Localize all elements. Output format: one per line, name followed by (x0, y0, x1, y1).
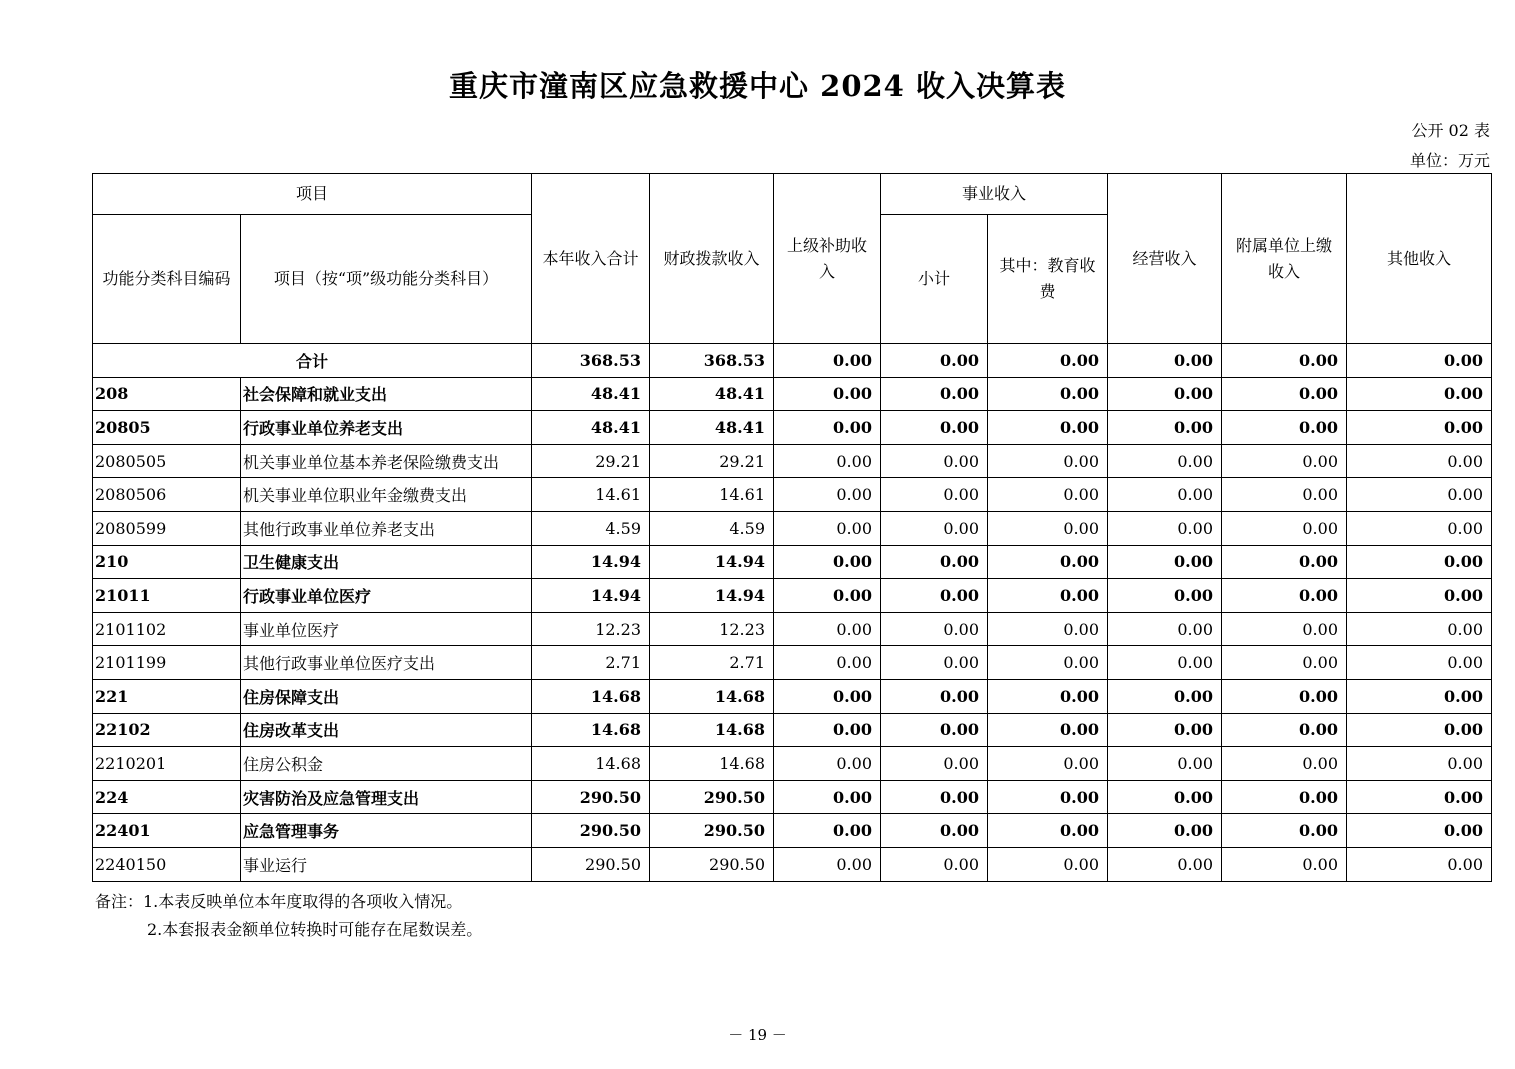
row-value: 0.00 (1222, 646, 1347, 680)
total-cell: 0.00 (1222, 344, 1347, 378)
row-name: 其他行政事业单位养老支出 (241, 511, 532, 545)
note-line-1: 备注：1.本表反映单位本年度取得的各项收入情况。 (95, 892, 463, 911)
row-name: 应急管理事务 (241, 814, 532, 848)
row-value: 0.00 (1108, 377, 1222, 411)
row-value: 0.00 (1222, 478, 1347, 512)
row-value: 0.00 (1222, 545, 1347, 579)
row-value: 290.50 (532, 780, 650, 814)
row-value: 0.00 (881, 511, 988, 545)
row-value: 290.50 (650, 847, 774, 881)
row-value: 0.00 (774, 780, 881, 814)
row-value: 14.61 (532, 478, 650, 512)
row-value: 0.00 (1108, 646, 1222, 680)
row-value: 0.00 (988, 444, 1108, 478)
row-value: 0.00 (1108, 478, 1222, 512)
row-value: 0.00 (1222, 444, 1347, 478)
table-row (93, 444, 1492, 478)
row-value: 0.00 (774, 847, 881, 881)
row-value: 290.50 (532, 814, 650, 848)
total-cell: 0.00 (1108, 344, 1222, 378)
row-value: 0.00 (1222, 713, 1347, 747)
row-code: 208 (93, 377, 241, 411)
row-name: 灾害防治及应急管理支出 (241, 780, 532, 814)
row-code: 2080506 (93, 478, 241, 512)
row-name: 住房公积金 (241, 747, 532, 781)
row-name: 行政事业单位医疗 (241, 579, 532, 613)
total-cell: 0.00 (774, 344, 881, 378)
row-value: 48.41 (650, 411, 774, 445)
row-value: 0.00 (1108, 511, 1222, 545)
row-value: 0.00 (1108, 814, 1222, 848)
row-value: 0.00 (1347, 646, 1492, 680)
row-value: 2.71 (650, 646, 774, 680)
row-value: 0.00 (1222, 747, 1347, 781)
row-value: 0.00 (1222, 780, 1347, 814)
row-value: 0.00 (988, 679, 1108, 713)
table-row (93, 814, 1492, 848)
row-value: 0.00 (774, 444, 881, 478)
row-value: 0.00 (774, 545, 881, 579)
header-superior: 上级补助收入 (774, 174, 881, 344)
row-value: 0.00 (988, 814, 1108, 848)
row-value: 14.94 (532, 579, 650, 613)
row-name: 住房改革支出 (241, 713, 532, 747)
row-value: 0.00 (881, 646, 988, 680)
row-value: 0.00 (774, 478, 881, 512)
total-cell: 0.00 (881, 344, 988, 378)
row-value: 0.00 (988, 545, 1108, 579)
row-value: 290.50 (650, 780, 774, 814)
row-code: 2240150 (93, 847, 241, 881)
row-value: 290.50 (650, 814, 774, 848)
row-value: 0.00 (1347, 579, 1492, 613)
row-value: 0.00 (774, 646, 881, 680)
row-value: 48.41 (650, 377, 774, 411)
row-value: 0.00 (1347, 511, 1492, 545)
total-cell: 0.00 (988, 344, 1108, 378)
row-value: 0.00 (1108, 679, 1222, 713)
row-value: 0.00 (881, 814, 988, 848)
row-value: 0.00 (1222, 511, 1347, 545)
row-code: 2101199 (93, 646, 241, 680)
row-name: 住房保障支出 (241, 679, 532, 713)
row-value: 0.00 (774, 814, 881, 848)
table-row (93, 377, 1492, 411)
row-value: 0.00 (881, 612, 988, 646)
row-value: 0.00 (1347, 545, 1492, 579)
row-name: 事业运行 (241, 847, 532, 881)
row-value: 29.21 (532, 444, 650, 478)
header-project: 项目 (93, 174, 532, 215)
row-value: 0.00 (881, 847, 988, 881)
row-value: 14.68 (532, 679, 650, 713)
row-value: 0.00 (1108, 444, 1222, 478)
row-value: 0.00 (988, 780, 1108, 814)
row-code: 224 (93, 780, 241, 814)
unit-label: 单位：万元 (1409, 151, 1490, 170)
row-name: 其他行政事业单位医疗支出 (241, 646, 532, 680)
row-value: 0.00 (988, 847, 1108, 881)
row-value: 29.21 (650, 444, 774, 478)
table-row (93, 646, 1492, 680)
table-row (93, 478, 1492, 512)
row-value: 4.59 (532, 511, 650, 545)
header-name: 项目（按“项”级功能分类科目） (241, 215, 532, 344)
row-value: 0.00 (774, 411, 881, 445)
row-value: 0.00 (1347, 679, 1492, 713)
row-value: 0.00 (1347, 444, 1492, 478)
row-value: 0.00 (1347, 747, 1492, 781)
table-row (93, 411, 1492, 445)
row-value: 0.00 (1347, 814, 1492, 848)
table-number: 公开 02 表 (1411, 121, 1490, 140)
row-value: 0.00 (774, 679, 881, 713)
row-value: 0.00 (881, 780, 988, 814)
table-body (93, 344, 1492, 882)
row-value: 0.00 (1347, 478, 1492, 512)
row-value: 0.00 (1108, 579, 1222, 613)
row-code: 2210201 (93, 747, 241, 781)
row-code: 2080505 (93, 444, 241, 478)
header-affiliate: 附属单位上缴收入 (1222, 174, 1347, 344)
row-value: 0.00 (1347, 377, 1492, 411)
table-row (93, 612, 1492, 646)
row-value: 14.68 (650, 747, 774, 781)
header-subtotal: 小计 (881, 215, 988, 344)
row-value: 0.00 (988, 511, 1108, 545)
table-row (93, 713, 1492, 747)
row-name: 事业单位医疗 (241, 612, 532, 646)
row-value: 0.00 (988, 478, 1108, 512)
row-value: 14.68 (650, 713, 774, 747)
notes (95, 888, 482, 944)
row-value: 12.23 (532, 612, 650, 646)
row-code: 22102 (93, 713, 241, 747)
header-operating: 经营收入 (1108, 174, 1222, 344)
row-value: 0.00 (1222, 847, 1347, 881)
income-statement-table (92, 173, 1492, 882)
row-value: 12.23 (650, 612, 774, 646)
table-row (93, 679, 1492, 713)
row-value: 4.59 (650, 511, 774, 545)
row-value: 14.94 (532, 545, 650, 579)
row-value: 0.00 (1347, 847, 1492, 881)
row-value: 0.00 (1108, 713, 1222, 747)
row-value: 0.00 (988, 411, 1108, 445)
row-name: 社会保障和就业支出 (241, 377, 532, 411)
row-value: 0.00 (881, 411, 988, 445)
row-value: 14.61 (650, 478, 774, 512)
row-value: 0.00 (774, 612, 881, 646)
row-value: 0.00 (1222, 612, 1347, 646)
table-row (93, 511, 1492, 545)
row-value: 14.68 (532, 747, 650, 781)
row-value: 0.00 (774, 713, 881, 747)
header-code: 功能分类科目编码 (93, 215, 241, 344)
row-value: 0.00 (1222, 814, 1347, 848)
row-value: 0.00 (774, 747, 881, 781)
row-value: 48.41 (532, 411, 650, 445)
total-label: 合计 (93, 344, 532, 378)
note-line-2: 2.本套报表金额单位转换时可能存在尾数误差。 (147, 920, 483, 939)
row-value: 14.68 (532, 713, 650, 747)
row-name: 机关事业单位职业年金缴费支出 (241, 478, 532, 512)
header-education: 其中：教育收费 (988, 215, 1108, 344)
row-value: 0.00 (1108, 780, 1222, 814)
table-row (93, 579, 1492, 613)
header-fiscal: 财政拨款收入 (650, 174, 774, 344)
row-value: 0.00 (1108, 847, 1222, 881)
row-code: 22401 (93, 814, 241, 848)
row-value: 2.71 (532, 646, 650, 680)
row-value: 0.00 (881, 713, 988, 747)
header-total-income: 本年收入合计 (532, 174, 650, 344)
row-code: 2101102 (93, 612, 241, 646)
total-row (93, 344, 1492, 378)
row-value: 0.00 (881, 478, 988, 512)
row-code: 20805 (93, 411, 241, 445)
header-other: 其他收入 (1347, 174, 1492, 344)
row-value: 0.00 (881, 377, 988, 411)
row-name: 机关事业单位基本养老保险缴费支出 (241, 444, 532, 478)
row-value: 0.00 (1108, 612, 1222, 646)
row-value: 0.00 (1347, 713, 1492, 747)
row-value: 0.00 (988, 713, 1108, 747)
row-value: 0.00 (988, 747, 1108, 781)
row-value: 0.00 (881, 747, 988, 781)
row-value: 0.00 (988, 377, 1108, 411)
total-cell: 368.53 (650, 344, 774, 378)
row-value: 48.41 (532, 377, 650, 411)
row-name: 卫生健康支出 (241, 545, 532, 579)
row-value: 0.00 (1108, 545, 1222, 579)
total-cell: 0.00 (1347, 344, 1492, 378)
row-value: 0.00 (1222, 411, 1347, 445)
row-value: 14.94 (650, 545, 774, 579)
row-value: 14.68 (650, 679, 774, 713)
row-value: 0.00 (1347, 411, 1492, 445)
row-value: 0.00 (881, 444, 988, 478)
row-code: 210 (93, 545, 241, 579)
row-code: 2080599 (93, 511, 241, 545)
row-value: 0.00 (881, 545, 988, 579)
table-row (93, 747, 1492, 781)
row-code: 21011 (93, 579, 241, 613)
row-value: 0.00 (774, 511, 881, 545)
page-title: 重庆市潼南区应急救援中心 2024 收入决算表 (449, 69, 1066, 103)
table-row (93, 545, 1492, 579)
row-value: 0.00 (1108, 747, 1222, 781)
row-value: 0.00 (774, 377, 881, 411)
row-value: 14.94 (650, 579, 774, 613)
row-value: 0.00 (774, 579, 881, 613)
page-number: － 19 － (728, 1026, 787, 1044)
table-row (93, 847, 1492, 881)
row-value: 0.00 (988, 579, 1108, 613)
table-row (93, 780, 1492, 814)
header-business: 事业收入 (881, 174, 1108, 215)
row-value: 0.00 (1108, 411, 1222, 445)
total-cell: 368.53 (532, 344, 650, 378)
row-value: 0.00 (1347, 780, 1492, 814)
row-name: 行政事业单位养老支出 (241, 411, 532, 445)
row-value: 0.00 (988, 646, 1108, 680)
row-value: 0.00 (881, 679, 988, 713)
row-value: 0.00 (1222, 679, 1347, 713)
row-value: 0.00 (1222, 377, 1347, 411)
row-value: 0.00 (988, 612, 1108, 646)
row-value: 0.00 (1347, 612, 1492, 646)
row-value: 290.50 (532, 847, 650, 881)
row-value: 0.00 (881, 579, 988, 613)
row-code: 221 (93, 679, 241, 713)
row-value: 0.00 (1222, 579, 1347, 613)
